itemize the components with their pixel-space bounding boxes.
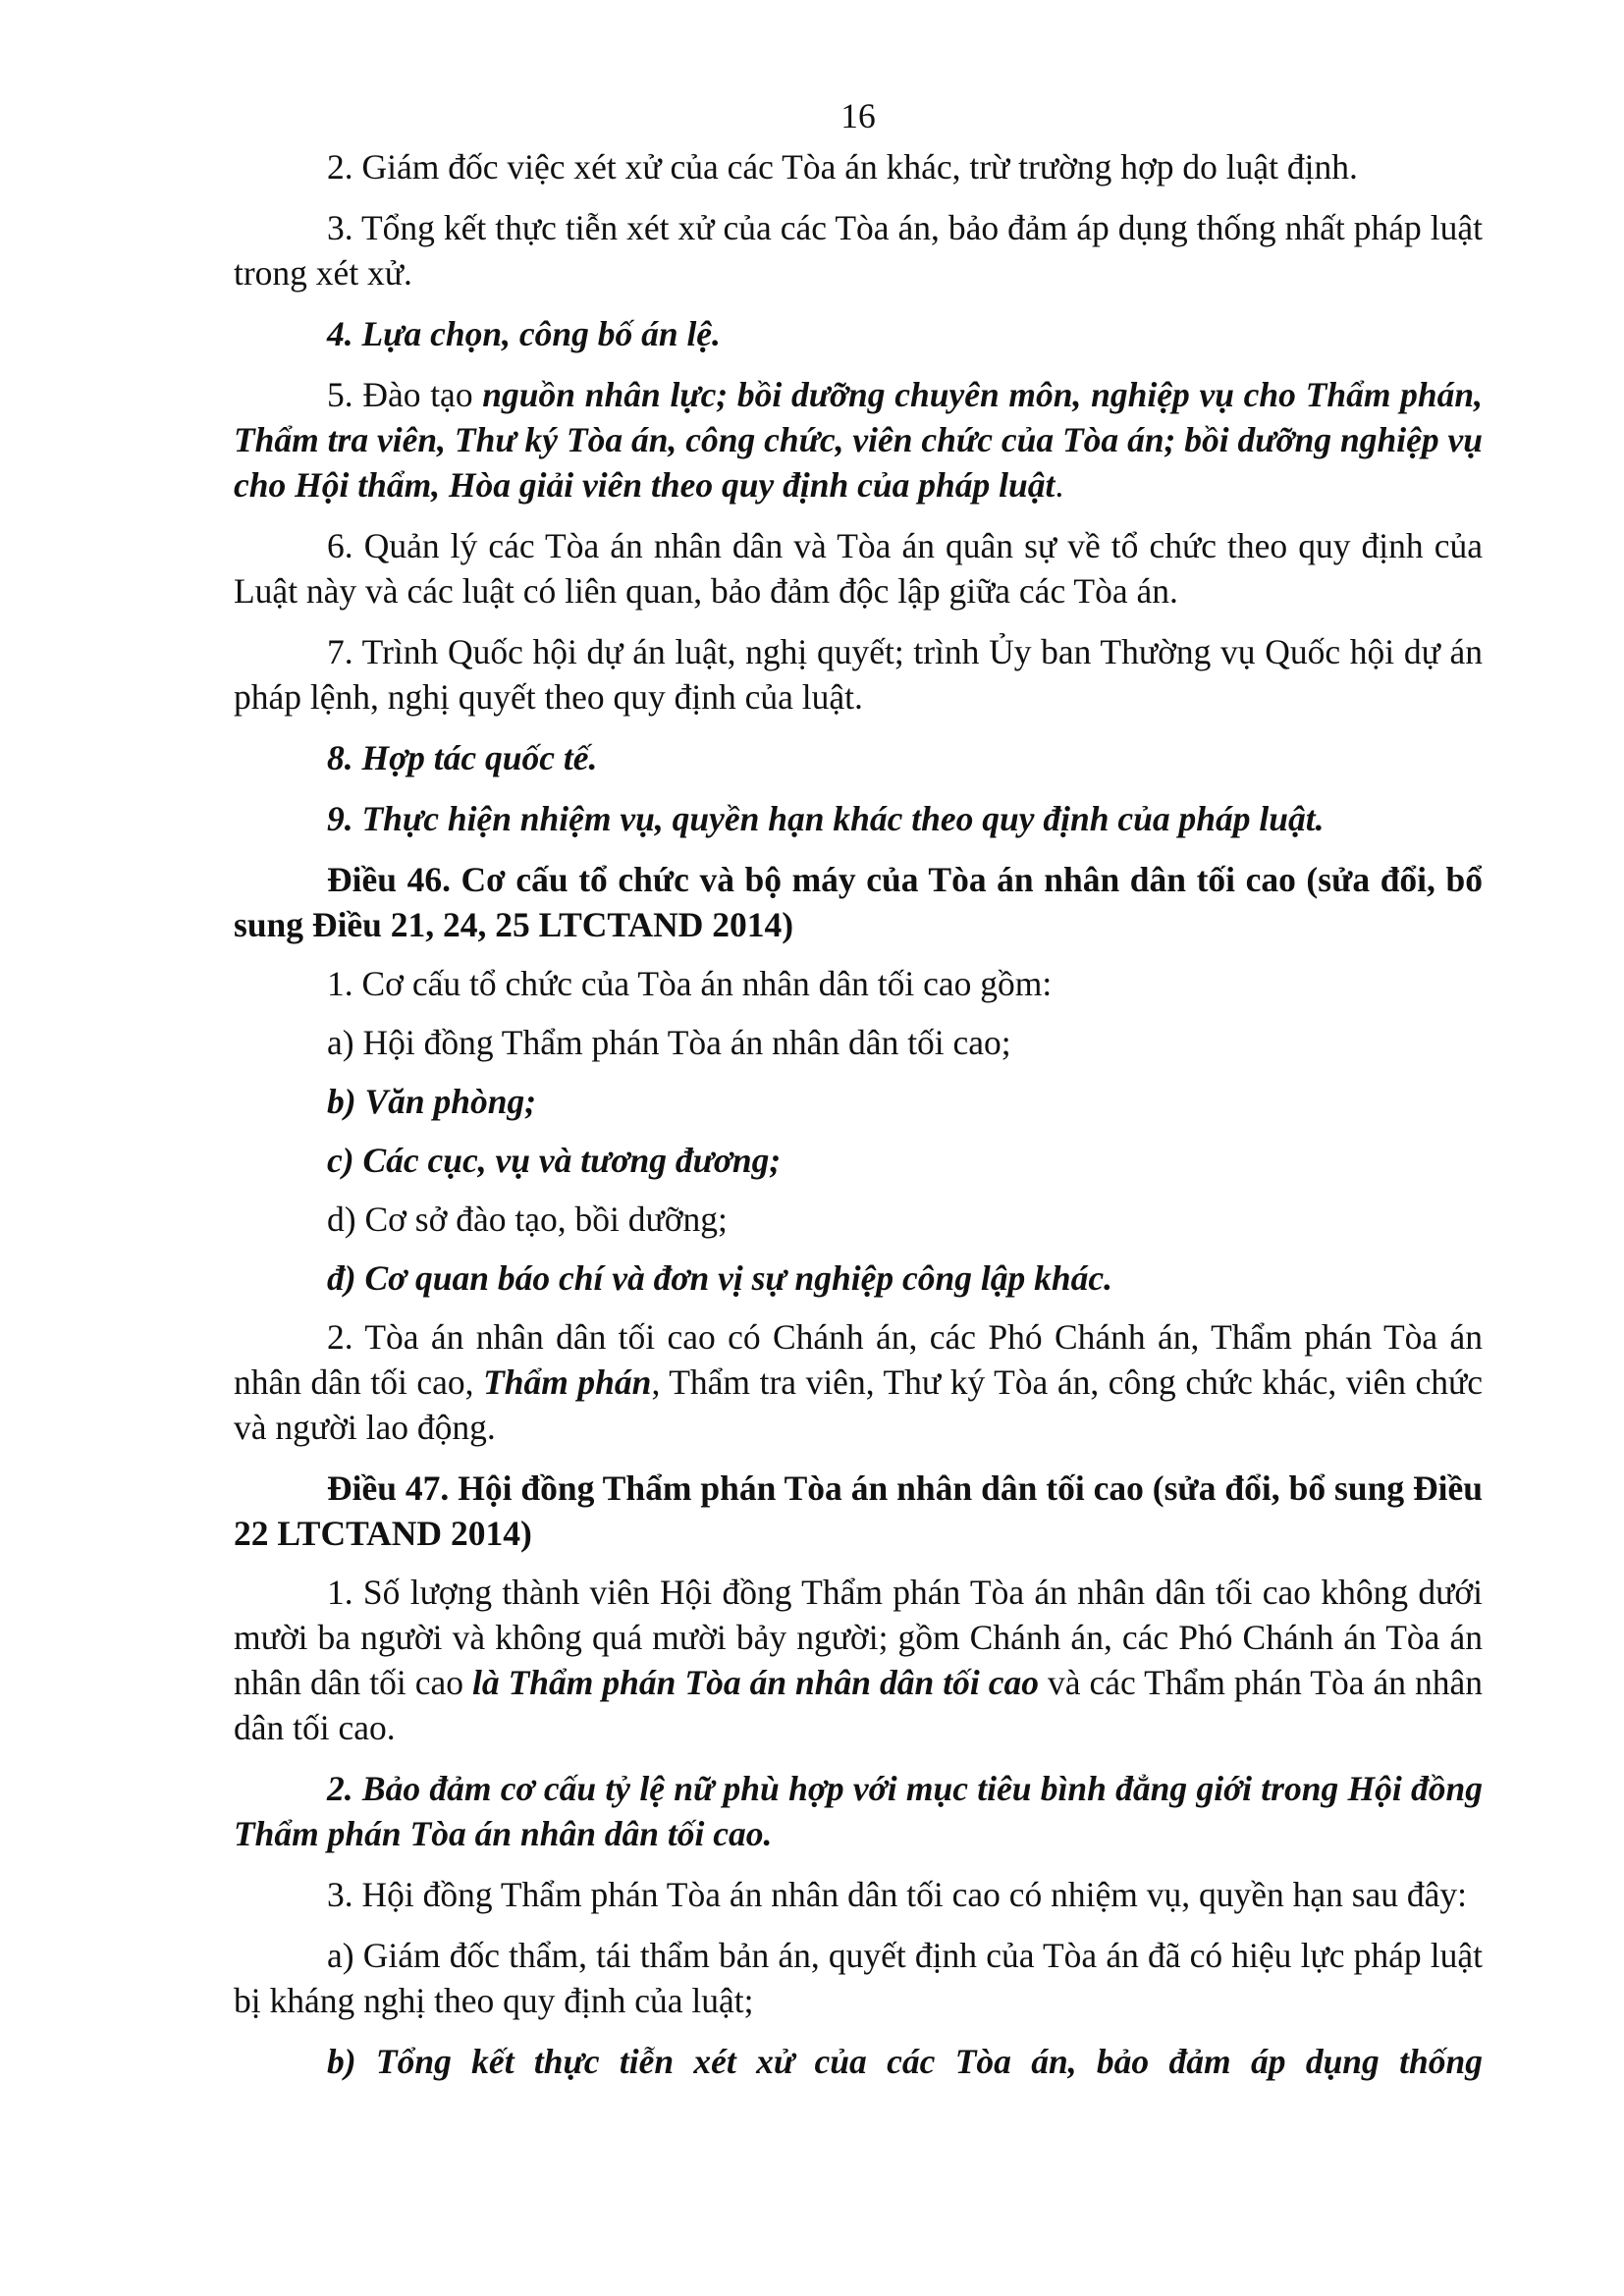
article-46-clause-2 <box>234 1314 1483 1450</box>
article-46-clause-1a: a) Hội đồng Thẩm phán Tòa án nhân dân tối cao; <box>327 1023 1011 1062</box>
item-5-period: . <box>1055 465 1064 505</box>
clause-2-rest: , Thẩm tra viên, Thư ký Tòa án, công chức khác, viên chức và người lao động. <box>234 1362 1484 1447</box>
clause-2-lead: 2. Tòa án nhân dân tối cao có Chánh án, các Phó Chánh án, Thẩm phán Tòa án nhân dân tối cao, <box>234 1317 1483 1402</box>
item-5-lead: 5. Đào tạo <box>327 375 483 414</box>
article-47-clause-3: 3. Hội đồng Thẩm phán Tòa án nhân dân tối cao có nhiệm vụ, quyền hạn sau đây: <box>327 1875 1468 1914</box>
paragraph-item-4: 4. Lựa chọn, công bố án lệ. <box>327 314 721 353</box>
article-46-clause-1d: d) Cơ sở đào tạo, bồi dưỡng; <box>327 1200 728 1239</box>
clause-2-amended-text: Thẩm phán <box>483 1362 652 1402</box>
article-47-clause-2: 2. Bảo đảm cơ cấu tỷ lệ nữ phù hợp với mục tiêu bình đẳng giới trong Hội đồng Thẩm phán Tòa án nhân dân tối cao. <box>234 1769 1483 1853</box>
paragraph-item-3: 3. Tổng kết thực tiễn xét xử của các Tòa án, bảo đảm áp dụng thống nhất pháp luật trong xét xử. <box>234 208 1483 293</box>
article-46-clause-1b: b) Văn phòng; <box>327 1082 537 1121</box>
article-47-clause-3a: a) Giám đốc thẩm, tái thẩm bản án, quyết định của Tòa án đã có hiệu lực pháp luật bị kháng nghị theo quy định của luật; <box>234 1936 1483 2020</box>
paragraph-item-7: 7. Trình Quốc hội dự án luật, nghị quyết; trình Ủy ban Thường vụ Quốc hội dự án pháp lệnh, nghị quyết theo quy định của luật. <box>234 632 1483 717</box>
paragraph-item-5 <box>234 372 1483 507</box>
paragraph-item-2: 2. Giám đốc việc xét xử của các Tòa án khác, trừ trường hợp do luật định. <box>327 147 1358 187</box>
item-5-amended-text: nguồn nhân lực; bồi dưỡng chuyên môn, nghiệp vụ cho Thẩm phán, Thẩm tra viên, Thư ký Tòa án, công chức, viên chức của Tòa án; bồi dưỡng nghiệp vụ cho Hội thẩm, Hòa giải viên theo quy định của pháp luật <box>234 375 1484 505</box>
paragraph-item-6: 6. Quản lý các Tòa án nhân dân và Tòa án quân sự về tổ chức theo quy định của Luật này và các luật có liên quan, bảo đảm độc lập giữa các Tòa án. <box>234 526 1483 611</box>
paragraph-item-9: 9. Thực hiện nhiệm vụ, quyền hạn khác theo quy định của pháp luật. <box>327 799 1325 838</box>
article-46-clause-1: 1. Cơ cấu tổ chức của Tòa án nhân dân tối cao gồm: <box>327 964 1053 1003</box>
article-47-heading: Điều 47. Hội đồng Thẩm phán Tòa án nhân dân tối cao (sửa đổi, bổ sung Điều 22 LTCTAND 2014) <box>234 1468 1483 1553</box>
article-46-heading: Điều 46. Cơ cấu tổ chức và bộ máy của Tòa án nhân dân tối cao (sửa đổi, bổ sung Điều 21, 24, 25 LTCTAND 2014) <box>234 860 1483 944</box>
clause-1-lead: 1. Số lượng thành viên Hội đồng Thẩm phán Tòa án nhân dân tối cao không dưới mười ba người và không quá mười bảy người; gồm Chánh án, các Phó Chánh án Tòa án nhân dân tối cao <box>234 1573 1483 1702</box>
clause-1-amended-text: là Thẩm phán Tòa án nhân dân tối cao <box>472 1663 1039 1702</box>
clause-1-rest: và các Thẩm phán Tòa án nhân dân tối cao. <box>234 1663 1483 1747</box>
article-47-clause-1 <box>234 1570 1483 1750</box>
paragraph-item-8: 8. Hợp tác quốc tế. <box>327 738 598 777</box>
document-page <box>234 93 1483 2100</box>
article-46-clause-1dd: đ) Cơ quan báo chí và đơn vị sự nghiệp công lập khác. <box>327 1258 1112 1298</box>
page-number: 16 <box>840 96 876 135</box>
article-47-clause-3b: b) Tổng kết thực tiễn xét xử của các Tòa án, bảo đảm áp dụng thống <box>327 2042 1483 2081</box>
article-46-clause-1c: c) Các cục, vụ và tương đương; <box>327 1141 782 1180</box>
